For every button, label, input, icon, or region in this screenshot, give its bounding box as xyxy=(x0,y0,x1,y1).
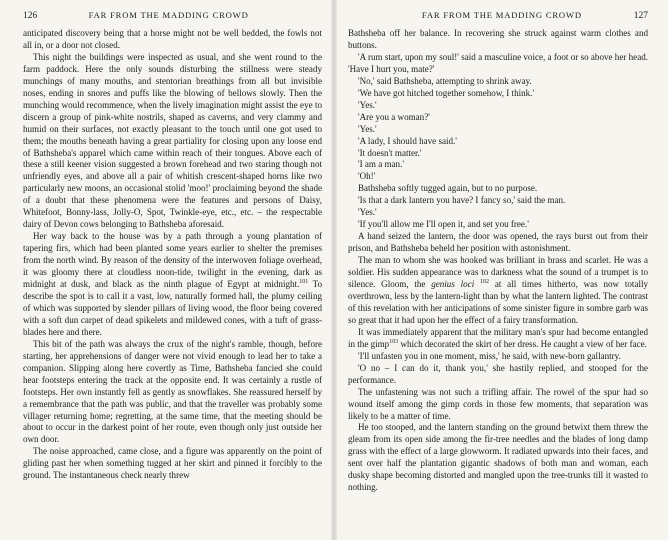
paragraph: Bathsheba softly tugged again, but to no purpose. xyxy=(358,183,538,194)
left-page-header xyxy=(23,10,322,26)
paragraph: The unfastening was not such a trifling affair. The rowel of the spur had so wound itself among the gimp cords in those few moments, that separation was likely to be a matter of time. xyxy=(348,386,648,421)
paragraph-text: which decorated the skirt of her dress. He caught a view of her face. xyxy=(398,338,647,349)
dialogue-line: 'Yes.' xyxy=(358,207,377,218)
right-page-number: 127 xyxy=(633,11,648,21)
left-running-head: FAR FROM THE MADDING CROWD xyxy=(88,10,249,20)
dialogue-line: 'A rum start, upon my soul!' said a masculine voice, a foot or so above her head. 'Have I hurt you, mate?' xyxy=(348,51,648,74)
right-page-header xyxy=(348,10,648,26)
dialogue-line: 'Yes.' xyxy=(358,123,377,134)
italic-phrase: genius loci xyxy=(431,279,475,290)
dialogue-line: 'A lady, I should have said.' xyxy=(358,135,457,146)
paragraph xyxy=(348,327,648,351)
dialogue-line: 'Is that a dark lantern you have? I fancy so,' said the man. xyxy=(358,195,566,206)
left-page-text xyxy=(23,28,322,482)
paragraph-text: The man to whom she was hooked was brilliant in brass and scarlet. He was a soldier. His sudden appearance was to darkness what the sound of a trumpet is to silence. Gloom, the xyxy=(348,255,648,290)
dialogue-line: 'I'll unfasten you in one moment, miss,' he said, with new-born gallantry. xyxy=(358,350,621,361)
dialogue-line: 'Are you a woman?' xyxy=(358,111,430,122)
dialogue-line: 'Oh!' xyxy=(358,171,376,182)
right-page xyxy=(334,0,668,540)
dialogue-line: 'It doesn't matter.' xyxy=(358,147,422,158)
paragraph xyxy=(23,231,322,339)
dialogue-line: 'We have got hitched together somehow, I think.' xyxy=(358,87,535,98)
left-page-number: 126 xyxy=(23,11,38,21)
paragraph: He too stooped, and the lantern standing on the ground betwixt them threw the gleam from its open side among the fir-tree needles and the blades of long damp grass with the effect of a large glowworm. It radiated upwards into their faces, and sent over half the plantation gigantic shadows of both man and woman, each dusky shape becoming distorted and mangled upon the tree-trunks till it wasted to nothing. xyxy=(348,422,648,493)
paragraph-text: at all times hitherto, was now totally overthrown, less by the lantern-light than by what the lantern lighted. The contrast of this revelation with her anticipations of some sinister figure in sombre garb was so great that it had upon her the effect of a fairy transformation. xyxy=(348,279,649,325)
endnote-marker[interactable]: 102 xyxy=(480,279,490,285)
paragraph-text: It was immediately apparent that the military man's spur had become entangled in the gimp xyxy=(348,326,648,349)
paragraph: This night the buildings were inspected as usual, and she went round to the farm paddock. Here the only sounds disturbing the stillness were steady munchings of many mouths, and stentorian breathings from all but invisible noses, ending in snores and puffs like the blowing of bellows slowly. Then the munching would recommence, when the lively imagination might assist the eye to discern a group of pink-white nostrils, shaped as caverns, and very clammy and humid on their surfaces, not exactly pleasant to the touch until one got used to them; the mouths beneath having a great partiality for closing upon any loose end of Bathsheba's apparel which came within reach of their tongues. Above each of these a still keener vision suggested a brown forehead and two staring though not unfriendly eyes, and above all a pair of whitish crescent-shaped horns like two particularly new moons, an occasional stolid 'moo!' proclaiming beyond the shade of a doubt that these phenomena were the features and persons of Daisy, Whitefoot, Bonny-lass, Jolly-O, Spot, Twinkle-eye, etc., etc. – the respectable dairy of Devon cows belonging to Bathsheba aforesaid. xyxy=(23,51,322,230)
paragraph: This bit of the path was always the crux of the night's ramble, though, before starting, her apprehensions of danger were not vivid enough to lead her to take a companion. Slipping along here covertly as Time, Bathsheba fancied she could hear footsteps entering the track at the opposite end. It was certainly a rustle of footsteps. Her own instantly fell as gently as snowflakes. She reassured herself by a remembrance that the path was public, and that the traveller was probably some villager returning home; regretting, at the same time, that the meeting should be about to occur in the darkest point of her route, even though only just outside her own door. xyxy=(23,338,322,445)
dialogue-line: 'If you'll allow me I'll open it, and set you free.' xyxy=(358,219,529,230)
paragraph-text: Her way back to the house was by a path through a young plantation of tapering firs, which had been planted some years earlier to shelter the premises from the north wind. By reason of the density of the interwoven foliage overhead, it was gloomy there at cloudless noon-tide, twilight in the evening, dark as midnight at dusk, and black as the ninth plague of Egypt at midnight. xyxy=(23,231,322,290)
paragraph xyxy=(348,255,648,327)
dialogue-line: 'O no – I can do it, thank you,' she hastily replied, and stooped for the performance. xyxy=(348,362,648,385)
endnote-marker[interactable]: 101 xyxy=(299,279,309,285)
paragraph: The noise approached, came close, and a figure was apparently on the point of gliding past her when something tugged at her skirt and pinned it forcibly to the ground. The instantaneous check nearly threw xyxy=(23,446,322,481)
paragraph: A hand seized the lantern, the door was opened, the rays burst out from their prison, and Bathsheba beheld her position with astonishment. xyxy=(348,231,648,254)
right-page-text xyxy=(348,28,648,494)
right-running-head: FAR FROM THE MADDING CROWD xyxy=(421,10,582,20)
paragraph-text: To describe the spot is to call it a vast, low, naturally formed hall, the plumy ceiling of which was supported by slender pillars of living wood, the floor being covered with a soft dun carpet of dead spikelets and mildewed cones, with a tuft of grass-blades here and there. xyxy=(23,279,322,337)
paragraph: anticipated discovery being that a horse might not be well bedded, the fowls not all in, or a door not closed. xyxy=(23,28,322,50)
dialogue-line: 'No,' said Bathsheba, attempting to shrink away. xyxy=(358,75,532,86)
endnote-marker[interactable]: 103 xyxy=(389,338,399,345)
dialogue-line: 'I am a man.' xyxy=(358,159,404,170)
dialogue-line: 'Yes.' xyxy=(358,99,377,110)
paragraph: Bathsheba off her balance. In recovering she struck against warm clothes and buttons. xyxy=(348,28,648,50)
